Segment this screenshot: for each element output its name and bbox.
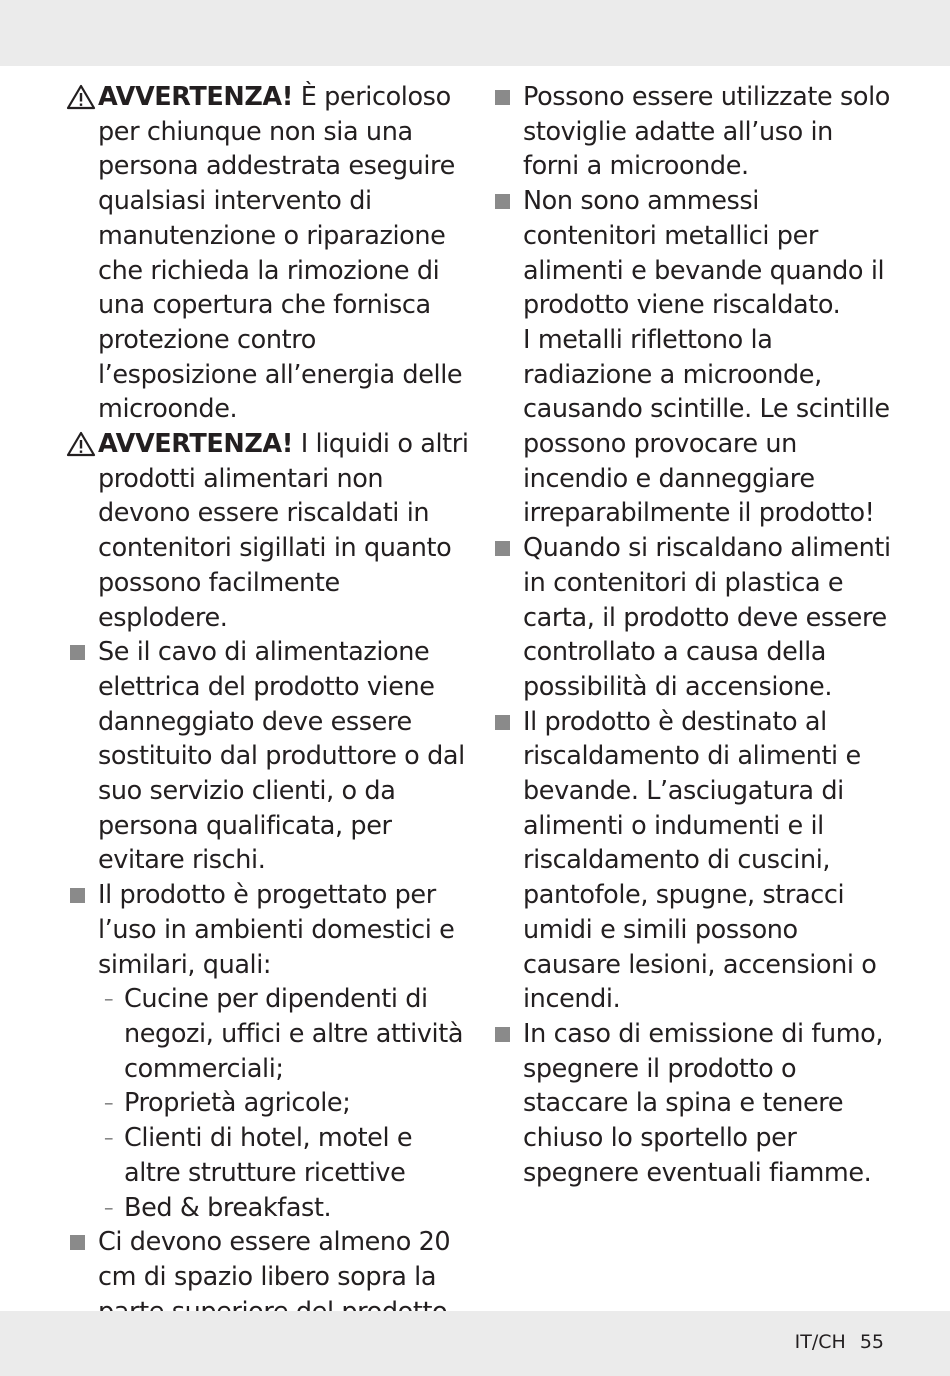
sub-list-item — [66, 1086, 471, 1121]
square-bullet-icon — [70, 645, 85, 660]
warning-text: È pericoloso per chiunque non sia una persona addestrata eseguire qualsiasi intervento di manutenzione o riparazione che richieda la rimozione di una copertura che fornisca protezione contro l’esposizione all’energia delle microonde. — [98, 82, 463, 425]
square-bullet-icon — [70, 888, 85, 903]
bullet-text: Possono essere utilizzate solo stoviglie adatte all’uso in forni a microonde. — [523, 82, 890, 182]
sub-list-item — [66, 1191, 471, 1226]
warning-triangle-icon — [66, 84, 96, 110]
bullet-text: Ci devono essere almeno 20 cm di spazio libero sopra la — [98, 1227, 451, 1292]
square-bullet-icon — [70, 1235, 85, 1250]
paragraph: I metalli riflettono la radiazione a microonde, causando scintille. Le scintille possono provocare un incendio e danneggiare irreparabilmente il prodotto! — [523, 324, 890, 529]
sub-item-text: Bed & breakfast. — [124, 1192, 332, 1223]
warning-item — [66, 80, 471, 427]
sub-item-text: Proprietà agricole; — [124, 1088, 351, 1119]
square-bullet-icon — [495, 541, 510, 556]
header-band — [0, 0, 950, 66]
warning-triangle-icon — [66, 431, 96, 457]
warning-text: I liquidi o altri prodotti alimentari non devono essere riscaldati in contenitori sigillati in quanto possono facilmente esplodere. — [98, 429, 469, 633]
bullet-text: Se il cavo di alimentazione elettrica del prodotto viene danneggiato deve essere sostituito dal produttore o dal suo servizio clienti, o da persona qualificata, per evitare rischi. — [98, 637, 465, 876]
bullet-text: In caso di emissione di fumo, spegnere il prodotto o staccare la spina e tenere chiuso lo sportello per spegnere eventuali fiamme. — [523, 1018, 884, 1188]
sub-list-item — [66, 982, 471, 1086]
left-column — [66, 80, 471, 1329]
dash-bullet-icon: – — [104, 1127, 114, 1150]
bullet-text: Non sono ammessi contenitori metallici per alimenti e bevande quando il prodotto viene riscaldato. — [523, 186, 885, 321]
warning-title: AVVERTENZA! — [98, 82, 293, 112]
square-bullet-icon — [495, 1027, 510, 1042]
square-bullet-icon — [495, 90, 510, 105]
page-number: 55 — [859, 1331, 884, 1353]
page-footer — [795, 1331, 884, 1353]
dash-bullet-icon: – — [104, 1092, 114, 1115]
bullet-item — [491, 1017, 891, 1191]
bullet-item — [66, 878, 471, 982]
sub-item-text: Clienti di hotel, motel e altre strutture ricettive — [124, 1123, 413, 1188]
square-bullet-icon — [495, 194, 510, 209]
square-bullet-icon — [495, 715, 510, 730]
bullet-item — [491, 531, 891, 705]
dash-bullet-icon: – — [104, 988, 114, 1011]
sub-list-item — [66, 1121, 471, 1190]
dash-bullet-icon: – — [104, 1196, 114, 1219]
warning-item — [66, 427, 471, 635]
bullet-text: Il prodotto è progettato per l’uso in ambienti domestici e similari, quali: — [98, 880, 455, 980]
right-column — [491, 80, 891, 1191]
bullet-item — [491, 80, 891, 184]
bullet-item — [491, 705, 891, 1017]
language-code: IT/CH — [794, 1331, 846, 1353]
bullet-item — [66, 635, 471, 878]
bullet-item — [491, 184, 891, 323]
sub-item-text: Cucine per dipendenti di negozi, uffici e altre attività commerciali; — [124, 984, 464, 1084]
bullet-text: Il prodotto è destinato al riscaldamento di alimenti e bevande. L’asciugatura di alimenti o indumenti e il riscaldamento di cuscini, pantofole, spugne, stracci umidi e simili possono causare lesioni, accensioni o incendi. — [523, 706, 877, 1015]
bullet-text: Quando si riscaldano alimenti in contenitori di plastica e carta, il prodotto deve essere controllato a causa della possibilità di accensione. — [523, 533, 891, 702]
warning-title: AVVERTENZA! — [98, 429, 293, 460]
